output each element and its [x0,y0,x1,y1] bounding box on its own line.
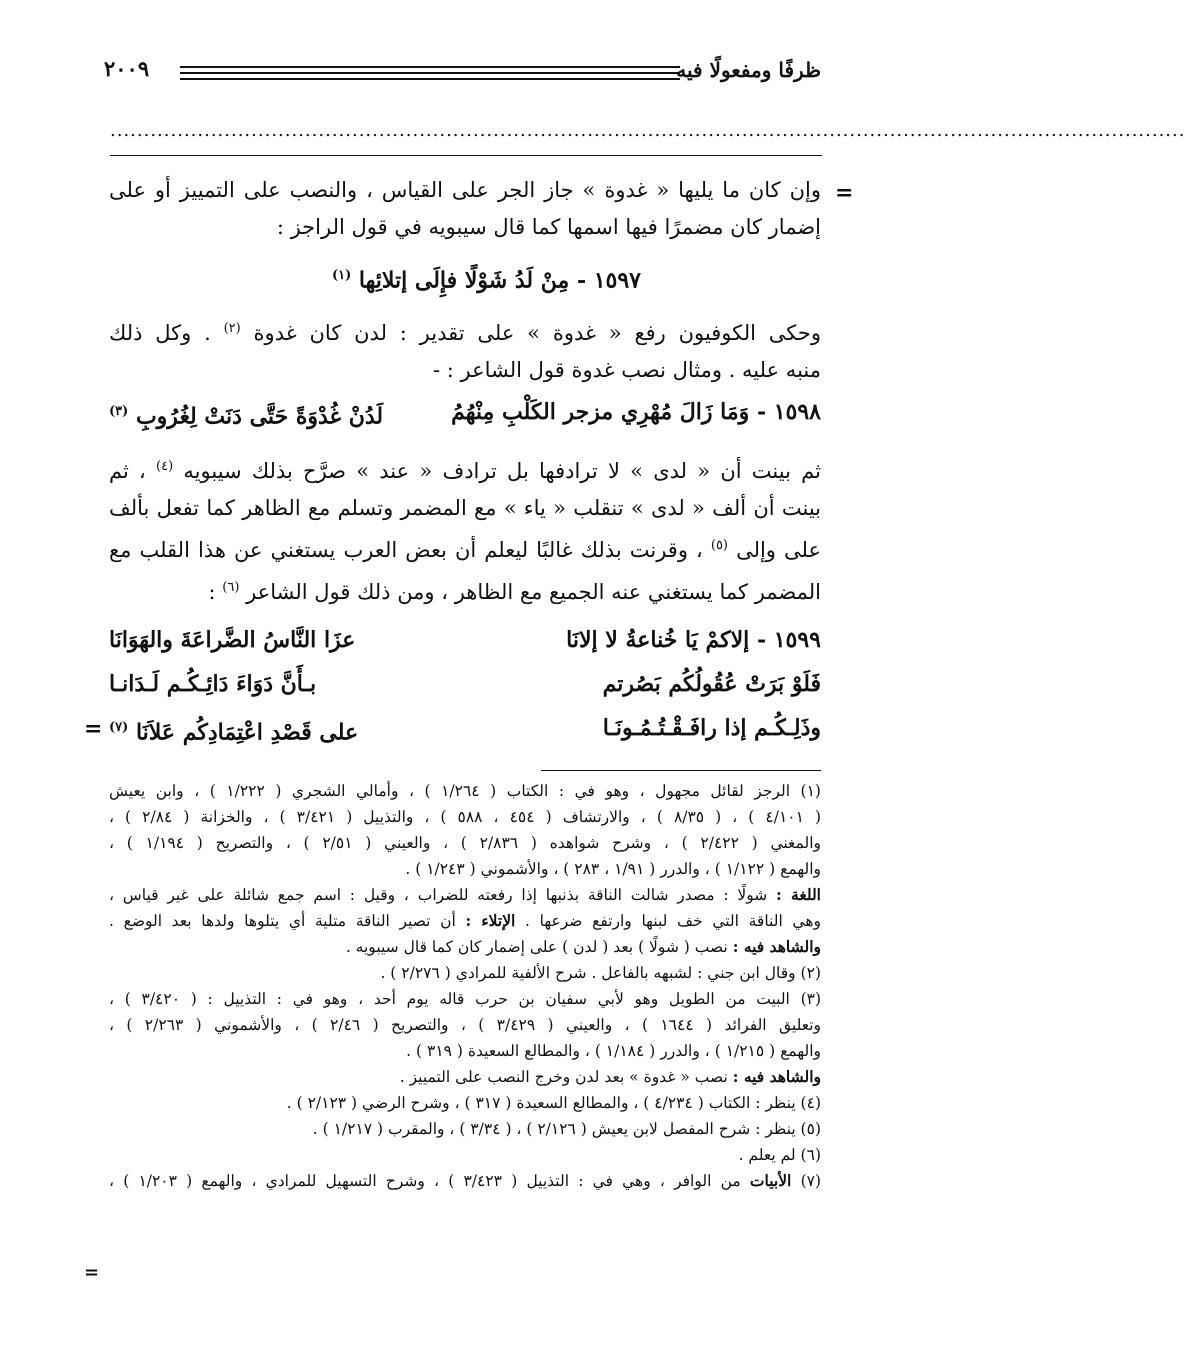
footnotes [109,778,821,1194]
verse-hemistich: وَمَا زَالَ مُهْرِي مزجر الكَلْبِ مِنْهُمُ [451,399,750,425]
lugha-note-2: وهي الناقة التي خف لبنها وارتفع ضرعها . الإتلاء : أن تصير الناقة متلية أي يتلوها ولدها بعد الوضع . [109,911,822,930]
shahid-note: والشاهد فيه : نصب ( شولًا ) بعد ( لدن ) على إضمار كان كما قال سيبويه . [345,937,821,956]
verse-hemistich: وذَلِـكُـم إذا رافَـقْـتُـمُـونَـا [602,715,821,741]
footnote-rule [541,770,821,771]
footnote-line: ( ٤/١٠١ ) ، ( ٨/٣٥ ) ، والارتشاف ( ٤٥٤ ، ٥٨٨ ) ، والتذييل ( ٣/٤٢١ ) ، والخزانة ( ٢/٨٤ ) ، [109,808,822,826]
running-title: ظرفًا ومفعولًا فيه [676,58,821,82]
footnote-ref: (١) [331,268,352,283]
text-line: ثم بينت أن « لدى » لا ترادفها بل ترادف « عند » صرَّح بذلك سيبويه $^{(٤)}$ ، ثم [109,459,821,483]
footnote-line: وتعليق الفرائد ( ١٦٤٤ ) ، والعيني ( ٣/٤٢٩ ) ، والتصريح ( ٢/٤٦ ) ، والأشموني ( ٢/٢٦٣ ) ، [109,1016,821,1034]
header-rule [180,78,680,80]
separator-rule [110,155,822,156]
paragraph [109,172,821,246]
paragraph [109,310,821,389]
footnote-7: (٧) الأبيات من الوافر ، وهي في : التذييل ( ٣/٤٢٣ ) ، وشرح التسهيل للمرادي ، والهمع ( ١/٢٠٣ ) ، [109,1171,822,1190]
text-line: على وإلى $^{(٥)}$ ، وقرنت بذلك غالبًا ليعلم أن بعض العرب يستغني عن هذا القلب مع [109,538,821,562]
verse-number: ١٥٩٩ - [756,627,821,653]
verse-number: ١٥٩٧ - [576,267,641,294]
shahid-note: والشاهد فيه : نصب « غدوة » بعد لدن وخرج النصب على التمييز . [399,1067,821,1086]
verse-number: ١٥٩٨ - [756,399,821,425]
verse-hemistich: لَدُنْ غُدْوَةً حَتَّى دَنَتْ لِغُرُوبِ [135,403,384,430]
verse-hemistich: فَلَوْ بَرَتْ عُقُولُكُم بَصُرتم [602,671,821,697]
footnote-ref: (٥) [710,538,728,553]
footnote-ref: (٤) [156,459,174,474]
footnote-3: (٣) البيت من الطويل وهو لأبي سفيان بن حرب قاله يوم أحد ، وهو في : التذييل : ( ٣/٤٢٠ ) ، [109,990,822,1008]
verse-hemistich: على قَصْدِ اعْتِمَادِكُم عَلاَنَا [135,719,359,746]
footnote-ref: (٦) [222,580,240,595]
footnote-line: والهمع ( ١/٢١٥ ) ، والدرر ( ١/١٨٤ ) ، والمطالع السعيدة ( ٣١٩ ) . [406,1042,821,1060]
header-rule [180,66,680,68]
footnote-line: والهمع ( ١/١٢٢ ) ، والدرر ( ١/٩١ ، ٢٨٣ ) ، والأشموني ( ١/٢٤٣ ) . [405,860,821,878]
verse-hemistich: عزَا النَّاسُ الضَّراعَةَ والهَوَانَا [109,627,356,653]
text-line: وإن كان ما يليها « غدوة » جاز الجر على القياس ، والنصب على التمييز أو على [109,178,821,202]
footnote-ref: (٢) [223,321,241,336]
footnote-ref: (٧) [109,720,129,735]
header-rule [180,72,680,74]
continuation-mark: = [835,180,854,206]
text-line: المضمر كما يستغني عنه الجميع مع الظاهر ، ومن ذلك قول الشاعر $^{(٦)}$ : [208,580,821,604]
paragraph [109,448,821,611]
footnote-4: (٤) ينظر : الكتاب ( ٤/٢٣٤ ) ، والمطالع السعيدة ( ٣١٧ ) ، وشرح الرضي ( ٢/١٢٣ ) . [286,1094,821,1112]
continuation-mark: = [84,1262,100,1283]
continuation-mark: = [84,716,103,742]
text-line: وحكى الكوفيون رفع « غدوة » على تقدير : لدن كان غدوة $^{(٢)}$ . وكل ذلك [109,321,821,345]
footnote-ref: (٣) [109,404,129,419]
verse-text: مِنْ لَدُ شَوْلًا فإِلَى إتلائِها [358,267,570,294]
text-line: منبه عليه . ومثال نصب غدوة قول الشاعر : - [432,358,821,382]
dotted-separator: ................................................................................................................................................................ [110,120,1185,141]
verse-hemistich: إلاكمْ يَا خُناعةُ لا إلانَا [566,627,750,653]
footnote-6: (٦) لم يعلم . [738,1146,821,1164]
text-line: إضمار كان مضمرًا فيها اسمها كما قال سيبويه في قول الراجز : [276,215,821,239]
footnote-line: والمغني ( ٢/٤٢٢ ) ، وشرح شواهده ( ٢/٨٣٦ ) ، والعيني ( ٢/٥١ ) ، والتصريح ( ١/١٩٤ ) ، [109,834,822,852]
footnote-5: (٥) ينظر : شرح المفصل لابن يعيش ( ٢/١٢٦ ) ، ( ٣/٣٤ ) ، والمقرب ( ١/٢١٧ ) . [312,1120,821,1138]
page-number: ٢٠٠٩ [104,56,150,81]
lugha-note: اللغة : شولًا : مصدر شالت الناقة بذنبها إذا رفعته للضراب ، وقيل : اسم جمع شائلة على غير قياس ، [109,885,821,904]
verse-hemistich: بـأَنَّ دَوَاءَ دَائِـكُـم لَـدَانـا [109,671,317,697]
text-line: بينت أن ألف « لدى » تنقلب « ياء » مع المضمر وتسلم مع الظاهر كما تفعل بألف [109,496,821,520]
footnote-1: (١) الرجز لقائل مجهول ، وهو في : الكتاب ( ١/٢٦٤ ) ، وأمالي الشجري ( ١/٢٢٢ ) ، وابن يعيش [109,782,821,800]
footnote-2: (٢) وقال ابن جني : لشبهه بالفاعل . شرح الألفية للمرادي ( ٢/٢٧٦ ) . [380,964,821,982]
